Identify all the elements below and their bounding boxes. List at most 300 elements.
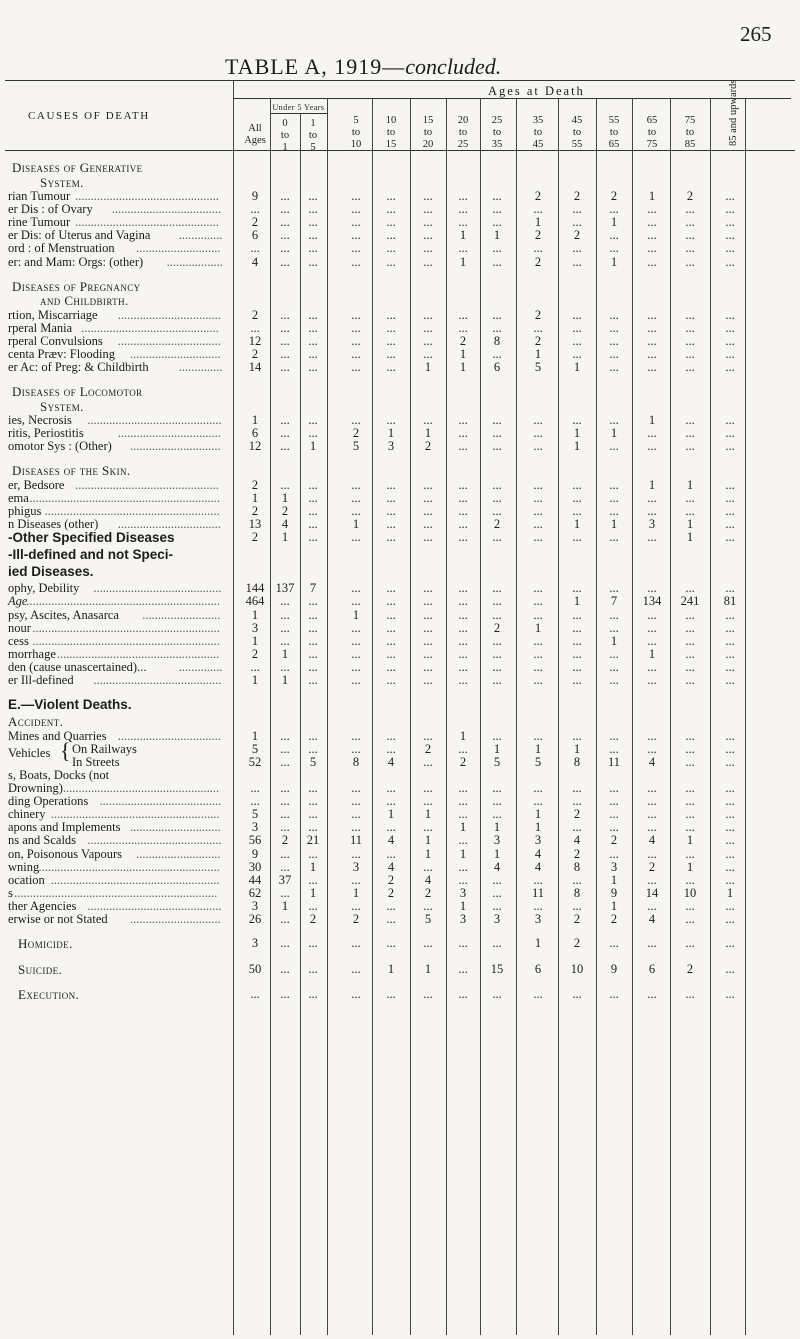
cell-75-85: ... — [685, 987, 695, 1002]
row-label: er Dis: of Uterus and Vagina — [8, 228, 151, 243]
cell-0-1: 4 — [281, 517, 289, 532]
header-rule-top — [5, 80, 795, 81]
cell-85up: 1 — [726, 885, 734, 900]
cell-5-10: ... — [351, 413, 361, 428]
cell-20-25: 1 — [459, 346, 467, 361]
cell-25-35: ... — [492, 439, 502, 454]
causes-of-death-heading: CAUSES OF DEATH — [28, 110, 150, 122]
cell-1-5: ... — [308, 189, 318, 203]
dot-leader: ............................. — [130, 439, 221, 454]
col-header-all: All — [248, 123, 262, 134]
cell-35-45: 1 — [534, 807, 542, 822]
cell-25-35: 1 — [493, 741, 501, 756]
cell-20-25: ... — [458, 320, 468, 335]
cell-all: ... — [250, 781, 260, 795]
cell-35-45: ... — [533, 728, 543, 743]
cell-55-65: ... — [609, 228, 619, 243]
cell-10-15: ... — [386, 477, 396, 492]
dot-leader: ......................................... — [93, 581, 222, 596]
cell-65-75: ... — [647, 936, 657, 951]
cell-1-5: 5 — [309, 754, 317, 769]
cell-1-5: ... — [308, 426, 318, 441]
cell-all: 2 — [251, 646, 259, 661]
cell-65-75: 1 — [648, 646, 656, 661]
cell-1-5: ... — [308, 517, 318, 532]
cell-20-25: ... — [458, 859, 468, 874]
dot-leader: ................................. — [117, 728, 221, 743]
cell-85up: ... — [725, 898, 735, 913]
cell-15-20: ... — [423, 254, 433, 269]
cell-65-75: ... — [647, 987, 657, 1002]
cell-0-1: ... — [280, 228, 290, 243]
row-label: ema — [8, 491, 29, 505]
cell-65-75: ... — [647, 228, 657, 243]
cell-25-35: ... — [492, 491, 502, 505]
cell-65-75: ... — [647, 241, 657, 256]
cell-75-85: ... — [685, 607, 695, 622]
cell-85up: ... — [725, 659, 735, 674]
cell-all: 1 — [251, 673, 259, 687]
cell-5-10: ... — [351, 961, 361, 976]
cell-1-5: ... — [308, 360, 318, 374]
cell-25-35: ... — [492, 530, 502, 545]
cell-85up: ... — [725, 607, 735, 622]
cell-all: 2 — [251, 530, 259, 545]
row-label: ritis, Periostitis — [8, 426, 84, 441]
cell-85up: ... — [725, 215, 735, 230]
cell-75-85: ... — [685, 620, 695, 635]
dot-leader: ............................................ — [81, 320, 219, 335]
cell-all: 30 — [248, 859, 262, 874]
cell-55-65: 1 — [610, 633, 618, 648]
cell-55-65: ... — [609, 413, 619, 428]
cell-5-10: 8 — [352, 754, 360, 769]
cell-35-45: 4 — [534, 859, 542, 874]
col-header-35-45-to: to — [533, 127, 543, 138]
cell-1-5: ... — [308, 820, 318, 835]
cell-5-10: ... — [351, 846, 361, 861]
row-label: Age — [8, 594, 28, 609]
cell-55-65: 1 — [610, 215, 618, 230]
col-header-15-20-to: to — [423, 127, 433, 138]
cell-25-35: ... — [492, 477, 502, 492]
cell-5-10: 1 — [352, 517, 360, 532]
column-rule — [410, 98, 411, 1335]
cell-65-75: ... — [647, 728, 657, 743]
cell-25-35: 1 — [493, 228, 501, 243]
column-rule — [300, 113, 301, 1335]
cell-25-35: ... — [492, 189, 502, 203]
dot-leader: .............................................. — [75, 215, 219, 230]
column-rule — [516, 98, 517, 1335]
cell-20-25: ... — [458, 961, 468, 976]
cell-0-1: ... — [280, 620, 290, 635]
cell-0-1: ... — [280, 633, 290, 648]
cell-25-35: ... — [492, 794, 502, 809]
cell-45-55: ... — [572, 607, 582, 622]
cell-35-45: ... — [533, 241, 543, 256]
cell-45-55: ... — [572, 504, 582, 519]
cell-35-45: ... — [533, 659, 543, 674]
cell-85up: ... — [725, 530, 735, 545]
cell-1-5: ... — [308, 320, 318, 335]
cell-20-25: 2 — [459, 333, 467, 348]
cell-0-1: 2 — [281, 504, 289, 519]
cell-65-75: ... — [647, 741, 657, 756]
cell-55-65: ... — [609, 202, 619, 217]
row-label: nour — [8, 620, 31, 635]
cell-15-20: 1 — [424, 426, 432, 441]
cell-20-25: ... — [458, 833, 468, 848]
cell-5-10: 5 — [352, 439, 360, 454]
col-header-0-1-to: to — [280, 130, 290, 141]
row-label: ns and Scalds — [8, 833, 77, 848]
cell-55-65: 2 — [610, 912, 618, 926]
cell-75-85: ... — [685, 307, 695, 322]
section-heading-bold: E.—Violent Deaths. — [8, 697, 132, 713]
dot-leader: ............................................................ — [32, 633, 220, 648]
cell-5-10: ... — [351, 781, 361, 795]
col-header-65-75-end: 75 — [646, 139, 658, 150]
cell-85up: ... — [725, 254, 735, 269]
column-rule — [327, 98, 328, 1335]
cell-all: 3 — [251, 620, 259, 635]
cell-0-1: ... — [280, 607, 290, 622]
row-label: rtion, Miscarriage — [8, 307, 98, 322]
cell-35-45: ... — [533, 898, 543, 913]
cell-65-75: 14 — [645, 885, 659, 900]
cell-65-75: 4 — [648, 833, 656, 848]
cell-45-55: ... — [572, 620, 582, 635]
cell-0-1: ... — [280, 936, 290, 951]
row-label: rperal Convulsions — [8, 333, 103, 348]
cell-20-25: ... — [458, 504, 468, 519]
cell-75-85: ... — [685, 333, 695, 348]
cell-all: 2 — [251, 477, 259, 492]
cell-15-20: ... — [423, 215, 433, 230]
column-rule — [233, 80, 234, 1335]
col-header-25-35-to: to — [492, 127, 502, 138]
cell-55-65: 1 — [610, 898, 618, 913]
cell-10-15: 2 — [387, 885, 395, 900]
cell-35-45: 5 — [534, 754, 542, 769]
cell-1-5: ... — [308, 898, 318, 913]
cell-1-5: ... — [308, 807, 318, 822]
cell-all: 1 — [251, 413, 259, 428]
page-number: 265 — [740, 22, 772, 46]
cell-15-20: ... — [423, 936, 433, 951]
cell-10-15: 1 — [387, 426, 395, 441]
cell-35-45: ... — [533, 477, 543, 492]
cell-15-20: ... — [423, 794, 433, 809]
col-header-20-25: 20 — [457, 115, 469, 126]
cell-20-25: ... — [458, 307, 468, 322]
cell-85up: ... — [725, 633, 735, 648]
col-header-65-75-to: to — [647, 127, 657, 138]
dot-leader: .............. — [178, 659, 223, 674]
cell-15-20: 1 — [424, 833, 432, 848]
cell-45-55: ... — [572, 659, 582, 674]
col-header-35-45: 35 — [532, 115, 544, 126]
cell-10-15: 4 — [387, 859, 395, 874]
cell-5-10: ... — [351, 936, 361, 951]
cell-25-35: ... — [492, 633, 502, 648]
cell-35-45: 5 — [534, 360, 542, 374]
header-rule-ages — [233, 98, 791, 99]
cell-5-10: ... — [351, 872, 361, 887]
row-label: morrhage — [8, 646, 56, 661]
ages-at-death-heading: Ages at Death — [488, 84, 585, 98]
cell-35-45: ... — [533, 439, 543, 454]
cell-35-45: ... — [533, 781, 543, 795]
row-label: rine Tumour — [8, 215, 71, 230]
cell-25-35: ... — [492, 898, 502, 913]
cell-25-35: ... — [492, 215, 502, 230]
cell-25-35: ... — [492, 594, 502, 609]
cell-0-1: ... — [280, 254, 290, 269]
cell-25-35: ... — [492, 673, 502, 687]
cell-10-15: ... — [386, 581, 396, 596]
cell-20-25: ... — [458, 620, 468, 635]
title-italic: concluded. — [405, 54, 502, 79]
cell-20-25: ... — [458, 872, 468, 887]
cell-75-85: ... — [685, 741, 695, 756]
cell-20-25: ... — [458, 794, 468, 809]
cell-20-25: ... — [458, 530, 468, 545]
cell-5-10: ... — [351, 807, 361, 822]
cell-85up: ... — [725, 581, 735, 596]
cell-20-25: 1 — [459, 846, 467, 861]
col-header-25-35: 25 — [491, 115, 503, 126]
cell-0-1: ... — [280, 189, 290, 203]
col-header-15-20-end: 20 — [422, 139, 434, 150]
dot-leader: ................................. — [117, 333, 221, 348]
cell-25-35: ... — [492, 781, 502, 795]
cell-45-55: ... — [572, 633, 582, 648]
cell-75-85: ... — [685, 581, 695, 596]
cell-25-35: ... — [492, 346, 502, 361]
page-title — [225, 54, 501, 80]
cell-85up: ... — [725, 320, 735, 335]
col-header-25-35-end: 35 — [491, 139, 503, 150]
cell-85up: ... — [725, 477, 735, 492]
cell-15-20: ... — [423, 594, 433, 609]
cell-10-15: ... — [386, 659, 396, 674]
row-label: s, Boats, Docks (not — [8, 767, 110, 782]
vehicles-label: Vehicles — [8, 745, 51, 760]
cell-0-1: ... — [280, 215, 290, 230]
cell-85up: ... — [725, 912, 735, 926]
cell-85up: ... — [725, 504, 735, 519]
cell-35-45: ... — [533, 594, 543, 609]
cell-15-20: 5 — [424, 912, 432, 926]
cell-75-85: ... — [685, 320, 695, 335]
cell-1-5: 1 — [309, 859, 317, 874]
col-header-45-55-to: to — [572, 127, 582, 138]
cell-25-35: 3 — [493, 912, 501, 926]
cell-85up: ... — [725, 439, 735, 454]
cell-5-10: 1 — [352, 607, 360, 622]
cell-65-75: 134 — [642, 594, 662, 609]
cell-15-20: ... — [423, 491, 433, 505]
cell-65-75: ... — [647, 581, 657, 596]
cell-20-25: 1 — [459, 254, 467, 269]
cell-10-15: ... — [386, 820, 396, 835]
cell-all: 1 — [251, 728, 259, 743]
cell-1-5: ... — [308, 633, 318, 648]
col-header-1-5-end: 5 — [310, 142, 316, 153]
cell-0-1: ... — [280, 360, 290, 374]
cell-20-25: ... — [458, 646, 468, 661]
column-rule — [745, 98, 746, 1335]
cell-85up: ... — [725, 360, 735, 374]
dot-leader: ................................. — [117, 517, 221, 532]
cell-55-65: 9 — [610, 885, 618, 900]
cell-5-10: ... — [351, 333, 361, 348]
cell-25-35: ... — [492, 504, 502, 519]
cell-0-1: ... — [280, 781, 290, 795]
cell-85up: ... — [725, 754, 735, 769]
dot-leader: ................................. — [117, 426, 221, 441]
cell-65-75: ... — [647, 872, 657, 887]
under-five-heading: Under 5 Years — [272, 103, 325, 112]
cell-15-20: ... — [423, 320, 433, 335]
cell-15-20: ... — [423, 620, 433, 635]
dot-leader: ...................................................... — [50, 807, 220, 822]
cell-all: 3 — [251, 820, 259, 835]
cell-35-45: ... — [533, 530, 543, 545]
row-label: wning — [8, 859, 40, 874]
cell-25-35: ... — [492, 885, 502, 900]
cell-85up: ... — [725, 202, 735, 217]
cell-85up: ... — [725, 673, 735, 687]
cell-45-55: ... — [572, 781, 582, 795]
cell-0-1: ... — [280, 346, 290, 361]
cell-0-1: 1 — [281, 673, 289, 687]
cell-10-15: ... — [386, 936, 396, 951]
cell-20-25: 3 — [459, 885, 467, 900]
cell-65-75: ... — [647, 254, 657, 269]
dot-leader: ......................... — [142, 607, 221, 622]
cell-20-25: 1 — [459, 898, 467, 913]
col-header-0-1-end: 1 — [282, 142, 288, 153]
cell-10-15: ... — [386, 530, 396, 545]
cell-45-55: ... — [572, 646, 582, 661]
cell-15-20: ... — [423, 517, 433, 532]
cell-65-75: ... — [647, 607, 657, 622]
cell-85up: ... — [725, 961, 735, 976]
cell-75-85: ... — [685, 673, 695, 687]
cell-25-35: ... — [492, 581, 502, 596]
cell-55-65: 1 — [610, 254, 618, 269]
cell-all: 12 — [248, 439, 262, 454]
cell-1-5: 1 — [309, 439, 317, 454]
cell-1-5: ... — [308, 936, 318, 951]
cell-5-10: ... — [351, 794, 361, 809]
cell-10-15: ... — [386, 215, 396, 230]
cell-0-1: 1 — [281, 491, 289, 505]
cell-10-15: ... — [386, 781, 396, 795]
cell-all: 464 — [245, 594, 265, 609]
cell-85up: ... — [725, 426, 735, 441]
cell-65-75: ... — [647, 426, 657, 441]
cell-75-85: 241 — [680, 594, 700, 609]
cell-20-25: 1 — [459, 820, 467, 835]
column-rule — [446, 98, 447, 1335]
cell-all: ... — [250, 794, 260, 809]
row-label: ies, Necrosis — [8, 413, 72, 428]
cell-25-35: ... — [492, 413, 502, 428]
cell-15-20: 1 — [424, 846, 432, 861]
cell-25-35: ... — [492, 807, 502, 822]
cell-65-75: ... — [647, 307, 657, 322]
cell-all: 1 — [251, 633, 259, 648]
cell-45-55: ... — [572, 872, 582, 887]
cell-15-20: ... — [423, 477, 433, 492]
cell-10-15: ... — [386, 607, 396, 622]
cell-35-45: 2 — [534, 307, 542, 322]
dot-leader: ......................................... — [93, 673, 222, 687]
cell-0-1: ... — [280, 807, 290, 822]
cell-35-45: ... — [533, 320, 543, 335]
cell-0-1: ... — [280, 202, 290, 217]
cell-1-5: 7 — [309, 581, 317, 596]
section-heading: Diseases of Pregnancy — [12, 278, 141, 294]
cell-all: 44 — [248, 872, 262, 887]
cell-85up: ... — [725, 241, 735, 256]
cell-55-65: 7 — [610, 594, 618, 609]
dot-leader: ...................................................... — [50, 872, 220, 887]
cell-65-75: 2 — [648, 859, 656, 874]
cell-65-75: ... — [647, 898, 657, 913]
cell-55-65: 11 — [607, 754, 621, 769]
cell-1-5: ... — [308, 872, 318, 887]
row-label: ord : of Menstruation — [8, 241, 115, 256]
cell-10-15: ... — [386, 360, 396, 374]
cell-45-55: 1 — [573, 741, 581, 756]
cell-all: 62 — [248, 885, 262, 900]
cell-45-55: ... — [572, 413, 582, 428]
cell-5-10: 11 — [349, 833, 363, 848]
cell-75-85: 1 — [686, 859, 694, 874]
cell-45-55: 2 — [573, 846, 581, 861]
cell-55-65: ... — [609, 794, 619, 809]
cell-85up: 81 — [723, 594, 737, 609]
cell-25-35: ... — [492, 987, 502, 1002]
column-rule — [270, 98, 271, 1335]
cell-15-20: 4 — [424, 872, 432, 887]
cell-20-25: ... — [458, 607, 468, 622]
cell-55-65: ... — [609, 333, 619, 348]
cell-all: 14 — [248, 360, 262, 374]
cell-35-45: 2 — [534, 254, 542, 269]
row-label: omotor Sys : (Other) — [8, 439, 112, 454]
row-label: n Diseases (other) — [8, 517, 99, 532]
cell-35-45: 1 — [534, 215, 542, 230]
col-header-75-85-to: to — [685, 127, 695, 138]
cell-5-10: ... — [351, 504, 361, 519]
cell-65-75: ... — [647, 439, 657, 454]
cell-85up: ... — [725, 987, 735, 1002]
cell-75-85: ... — [685, 807, 695, 822]
cell-1-5: ... — [308, 346, 318, 361]
cell-0-1: ... — [280, 594, 290, 609]
cell-75-85: ... — [685, 360, 695, 374]
cell-all: ... — [250, 659, 260, 674]
cell-55-65: ... — [609, 846, 619, 861]
cell-45-55: ... — [572, 728, 582, 743]
cell-45-55: ... — [572, 794, 582, 809]
